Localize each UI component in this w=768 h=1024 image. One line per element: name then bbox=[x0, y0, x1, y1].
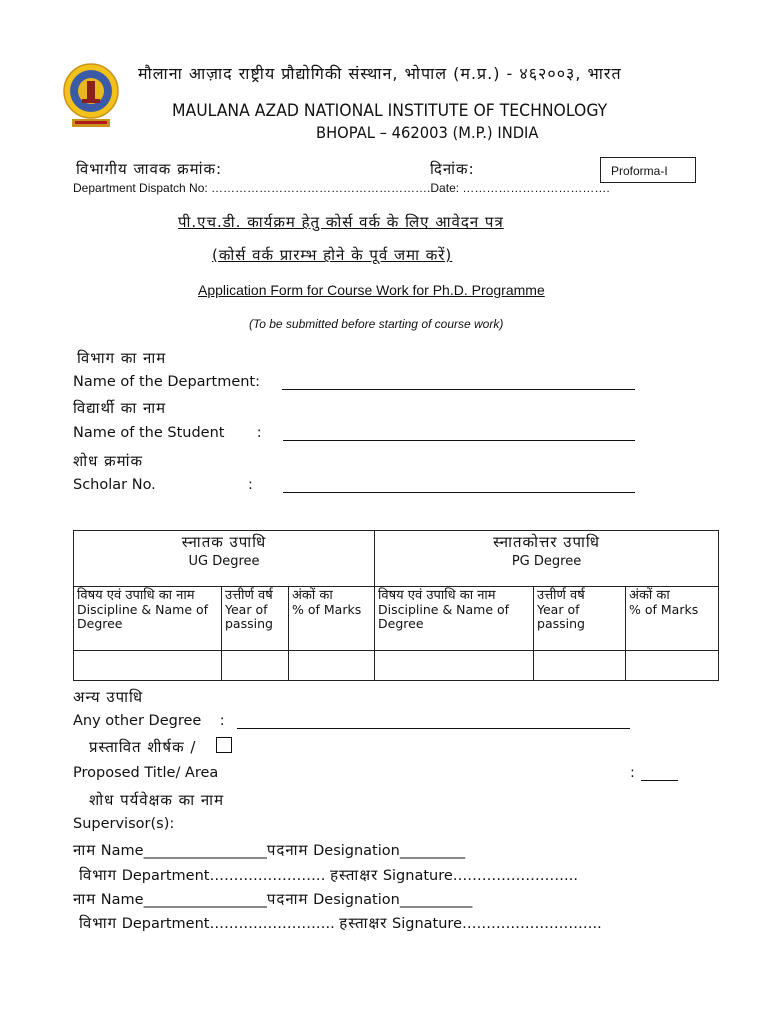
ug-col-discipline: विषय एवं उपाधि का नाम Discipline & Name of Degree bbox=[74, 587, 222, 651]
student-label: Name of the Student : bbox=[73, 425, 262, 441]
other-degree-field[interactable] bbox=[237, 728, 630, 729]
submission-note: (To be submitted before starting of course work) bbox=[249, 317, 504, 331]
title-hindi-line2: (कोर्स वर्क प्रारम्भ होने के पूर्व जमा करें) bbox=[212, 246, 453, 264]
pg-col-marks: अंकों का % of Marks bbox=[626, 587, 719, 651]
proposed-title-field[interactable] bbox=[641, 780, 678, 781]
other-degree-hindi: अन्य उपाधि bbox=[73, 688, 144, 706]
degree-table bbox=[73, 530, 719, 681]
form-title: Application Form for Course Work for Ph.D. Programme bbox=[198, 282, 545, 298]
title-checkbox[interactable] bbox=[216, 737, 232, 753]
student-label-hindi: विद्यार्थी का नाम bbox=[73, 399, 167, 417]
other-degree-label: Any other Degree : bbox=[73, 713, 225, 729]
scholar-label-hindi: शोध क्रमांक bbox=[73, 452, 143, 470]
date-label-hindi: दिनांक: bbox=[430, 160, 475, 178]
supervisor1-signature-field[interactable]: Signature…………………….. bbox=[382, 868, 578, 884]
dept-field[interactable] bbox=[282, 389, 635, 390]
designation-label-hindi: पदनाम bbox=[266, 890, 309, 908]
dept-label-hindi: विभाग का नाम bbox=[77, 349, 167, 367]
scholar-field[interactable] bbox=[283, 492, 635, 493]
supervisor2-designation-field[interactable]: Designation__________ bbox=[313, 892, 473, 908]
supervisor1-name-field[interactable]: Name_________________ bbox=[100, 843, 267, 859]
ug-col-year: उत्तीर्ण वर्ष Year of passing bbox=[222, 587, 289, 651]
name-label-hindi: नाम bbox=[73, 841, 97, 859]
dispatch-label-hindi: विभागीय जावक क्रमांक: bbox=[76, 160, 223, 178]
institute-address: BHOPAL – 462003 (M.P.) INDIA bbox=[316, 123, 539, 142]
supervisor1-department-field[interactable]: Department…………………… bbox=[121, 868, 326, 884]
pg-col-year: उत्तीर्ण वर्ष Year of passing bbox=[534, 587, 626, 651]
ug-marks-cell[interactable] bbox=[289, 651, 375, 681]
designation-label-hindi: पदनाम bbox=[266, 841, 309, 859]
name-label-hindi: नाम bbox=[73, 890, 97, 908]
proposed-title-label: Proposed Title/ Area bbox=[73, 765, 219, 781]
department-label-hindi: विभाग bbox=[79, 866, 118, 884]
signature-label-hindi: हस्ताक्षर bbox=[330, 866, 379, 884]
dispatch-line: Department Dispatch No: ……………………………………………….Date: ………………………………. bbox=[73, 181, 610, 195]
institute-name: MAULANA AZAD NATIONAL INSTITUTE OF TECHNOLOGY bbox=[172, 101, 608, 121]
department-label-hindi: विभाग bbox=[79, 914, 118, 932]
pg-header: स्नातकोत्तर उपाधि PG Degree bbox=[375, 531, 719, 587]
proforma-badge: Proforma-I bbox=[600, 157, 696, 183]
supervisors-label: Supervisor(s): bbox=[73, 816, 175, 832]
supervisor2-signature-field[interactable]: Signature……………………….. bbox=[392, 916, 602, 932]
scholar-label: Scholar No. : bbox=[73, 477, 253, 493]
supervisor1-row2 bbox=[79, 865, 578, 885]
supervisor2-department-field[interactable]: Department…………………….. bbox=[121, 916, 335, 932]
supervisor1-row1 bbox=[73, 840, 465, 860]
title-hindi-line1: पी.एच.डी. कार्यक्रम हेतु कोर्स वर्क के लिए आवेदन पत्र bbox=[178, 213, 504, 231]
institute-logo bbox=[62, 57, 120, 135]
signature-label-hindi: हस्ताक्षर bbox=[339, 914, 388, 932]
supervisor2-row2 bbox=[79, 913, 602, 933]
ug-year-cell[interactable] bbox=[222, 651, 289, 681]
pg-marks-cell[interactable] bbox=[626, 651, 719, 681]
pg-col-discipline: विषय एवं उपाधि का नाम Discipline & Name of Degree bbox=[375, 587, 534, 651]
pg-year-cell[interactable] bbox=[534, 651, 626, 681]
supervisor2-name-field[interactable]: Name_________________ bbox=[100, 892, 267, 908]
supervisor-label-hindi: शोध पर्यवेक्षक का नाम bbox=[89, 791, 225, 809]
proposed-colon: : bbox=[630, 765, 635, 781]
ug-discipline-cell[interactable] bbox=[74, 651, 222, 681]
dept-label: Name of the Department: bbox=[73, 374, 261, 390]
student-field[interactable] bbox=[283, 440, 635, 441]
supervisor1-designation-field[interactable]: Designation_________ bbox=[313, 843, 466, 859]
institute-name-hindi: मौलाना आज़ाद राष्ट्रीय प्रौद्योगिकी संस्थान, भोपाल (म.प्र.) - ४६२००३, भारत bbox=[138, 64, 622, 83]
ug-col-marks: अंकों का % of Marks bbox=[289, 587, 375, 651]
pg-discipline-cell[interactable] bbox=[375, 651, 534, 681]
ug-header: स्नातक उपाधि UG Degree bbox=[74, 531, 375, 587]
proposed-title-hindi: प्रस्तावित शीर्षक / bbox=[89, 738, 197, 756]
supervisor2-row1 bbox=[73, 889, 472, 909]
